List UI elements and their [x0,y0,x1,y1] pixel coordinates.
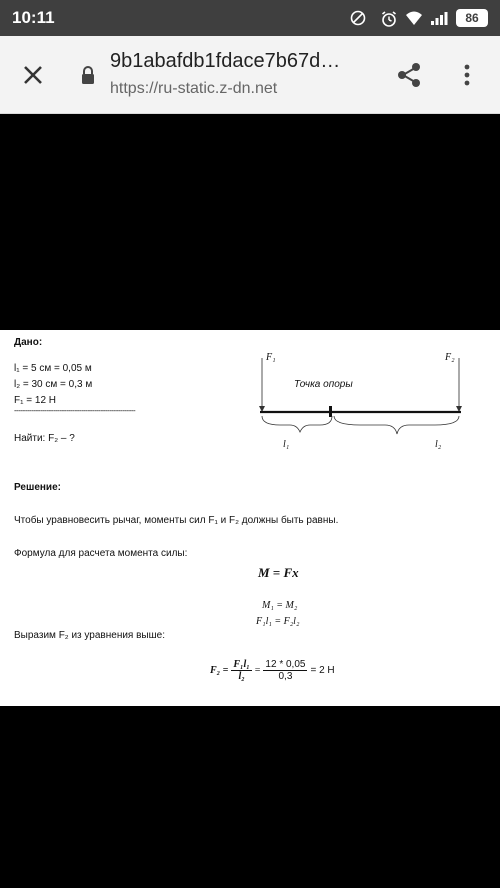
symbolic-fraction [231,659,251,682]
l1-label: l₁ [283,439,290,450]
document-image [0,330,500,706]
final-formula [210,659,335,682]
numeric-denominator: 0,3 [278,671,293,682]
more-options-icon[interactable] [452,60,482,90]
mute-icon [350,10,366,26]
formula-label: Формула для расчета момента силы: [14,548,188,559]
express-statement: Выразим F₂ из уравнения выше: [14,630,165,641]
pivot-label: Точка опоры [294,379,353,390]
balance-statement: Чтобы уравновесить рычаг, моменты сил F₁ и F₂ должны быть равны. [14,515,339,526]
lock-icon [80,65,96,85]
final-result: = 2 Н [310,665,335,676]
equation-products: F₁l₁ = F₂l₂ [256,616,300,627]
close-icon[interactable] [18,60,48,90]
separator-line: -------------------------------------------------------- [14,406,136,415]
symbolic-denominator: l₂ [238,671,245,682]
battery-indicator: 86 [456,9,488,27]
numeric-fraction [263,659,307,682]
F1-label: F₁ [266,352,276,363]
signal-icon [430,10,450,26]
page-url [110,80,277,98]
alarm-icon [380,10,398,28]
final-lhs: F₂ = [210,665,229,676]
url-scheme: https:// [110,80,159,97]
page-title: 9b1abafdb1fdace7b67d… [110,50,341,72]
l1-brace [262,416,332,432]
browser-toolbar [0,36,500,114]
solution-heading: Решение: [14,482,61,493]
equals-sign: = [254,665,261,676]
status-bar [0,0,500,36]
share-icon[interactable] [394,60,424,90]
pivot-point [329,406,332,417]
equation-moments: M₁ = M₂ [262,600,298,611]
F2-label: F₂ [445,352,455,363]
numeric-numerator: 12 * 0,05 [265,659,306,670]
l2-brace [334,416,459,434]
l2-label: l₂ [435,439,442,450]
url-host: ru-static.z-dn.net [158,80,278,97]
given-heading: Дано: [14,337,43,348]
status-time: 10:11 [12,8,55,27]
find-statement: Найти: F₂ – ? [14,433,75,444]
given-F1: F₁ = 12 Н [14,395,57,406]
symbolic-numerator: F₁l₁ [233,659,250,670]
given-l2: l₂ = 30 см = 0,3 м [14,379,93,390]
given-l1: l₁ = 5 см = 0,05 м [14,363,92,374]
wifi-icon [405,10,423,26]
formula-main: M = Fx [258,565,299,580]
image-viewer[interactable] [0,115,500,888]
